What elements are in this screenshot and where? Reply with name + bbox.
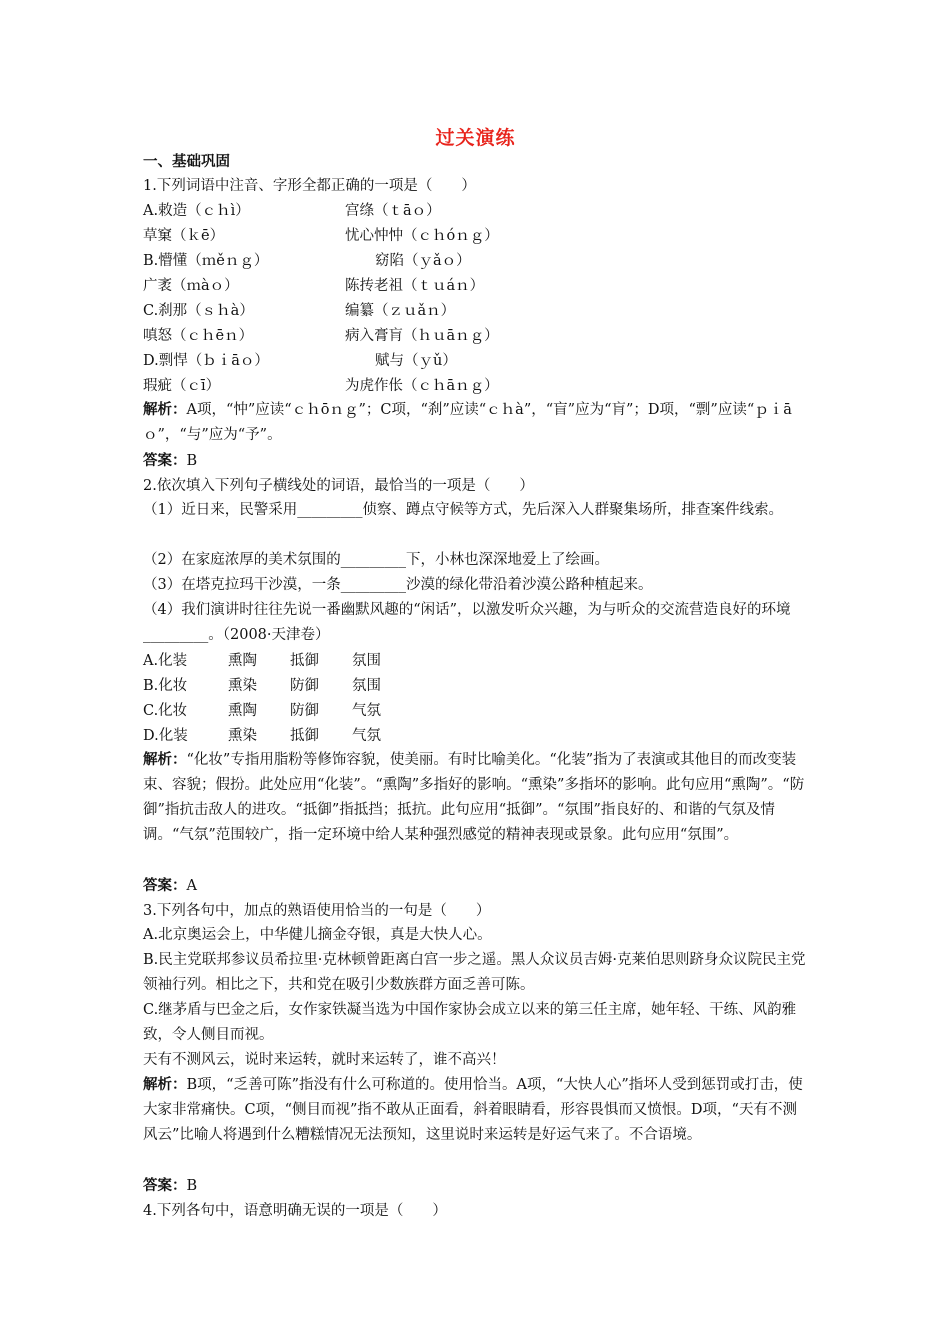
q2-option-cell: 氛围 — [352, 678, 381, 694]
q1-analysis — [143, 398, 808, 448]
q1-row — [143, 251, 471, 271]
analysis-text: B项，“乏善可陈”指没有什么可称道的。使用恰当。A项，“大快人心”指坏人受到惩罚或打击，使大家非常痛快。C项，“侧目而视”指不敢从正面看，斜着眼睛看，形容畏惧而又愤恨。D项，“天有不测风云”比喻人将遇到什么糟糕情况无法预知，这里说时来运转是好运气来了。不合语境。 — [143, 1077, 803, 1143]
q4-stem: 4.下列各句中，语意明确无误的一项是（ ） — [143, 1203, 447, 1219]
q2-option-cell: 气氛 — [352, 728, 381, 744]
answer-label: 答案： — [143, 878, 187, 894]
answer-value: B — [186, 453, 198, 469]
q1-row-right: 窈陷（ｙǎｏ） — [375, 253, 471, 269]
q1-row-right: 赋与（ｙǔ） — [375, 353, 457, 369]
q2-sentence-3: （3）在塔克拉玛干沙漠，一条_________沙漠的绿化带沿着沙漠公路种植起来。 — [143, 577, 653, 593]
q3-option-b: B.民主党联邦参议员希拉里·克林顿曾距离白宫一步之遥。黑人众议员吉姆·克莱伯思则跻身众议院民主党领袖行列。相比之下，共和党在吸引少数族群方面乏善可陈。 — [143, 952, 806, 993]
q2-answer — [143, 876, 197, 896]
answer-label: 答案： — [143, 1178, 187, 1194]
section-heading: 一、基础巩固 — [143, 154, 230, 170]
page-title: 过关演练 — [435, 127, 516, 149]
q2-option — [143, 676, 414, 696]
q2-option-cell: C.化妆 — [143, 703, 188, 719]
q1-row-right: 陈抟老祖（ｔｕáｎ） — [345, 278, 485, 294]
q1-row-right: 忧心忡忡（ｃｈóｎｇ） — [345, 228, 499, 244]
q1-row-right: 为虎作伥（ｃｈāｎｇ） — [345, 378, 499, 394]
q3-analysis — [143, 1073, 808, 1148]
q3-option-c: C.继茅盾与巴金之后，女作家铁凝当选为中国作家协会成立以来的第三任主席，她年轻、干练、风韵雅致，令人侧目而视。 — [143, 1002, 797, 1043]
q2-sentence-4: （4）我们演讲时往往先说一番幽默风趣的“闲话”，以激发听众兴趣，为与听众的交流营造良好的环境_________。（2008·天津卷） — [143, 602, 791, 643]
q3-stem: 3.下列各句中，加点的熟语使用恰当的一句是（ ） — [143, 903, 491, 919]
q1-row-left: 瑕疵（ｃī） — [143, 378, 221, 394]
q1-row — [143, 376, 499, 396]
q1-row — [143, 276, 485, 296]
analysis-text: “化妆”专指用脂粉等修饰容貌，使美丽。有时比喻美化。“化装”指为了表演或其他目的而改变装束、容貌；假扮。此处应用“化装”。“熏陶”多指好的影响。“熏染”多指坏的影响。此句应用“熏陶”。“防御”指抗击敌人的进攻。“抵御”指抵挡；抵抗。此句应用“抵御”。“氛围”指良好的、和谐的气氛及情调。“气氛”范围较广，指一定环境中给人某种强烈感觉的精神表现或景象。此句应用“氛围”。 — [143, 752, 805, 843]
q2-option — [143, 651, 414, 671]
answer-value: A — [186, 878, 197, 894]
q2-option-cell: B.化妆 — [143, 678, 188, 694]
q1-row-left: C.刹那（ｓｈà） — [143, 303, 254, 319]
q1-answer — [143, 451, 197, 471]
q2-option-cell: 抵御 — [290, 728, 319, 744]
q1-row-left: 广袤（ｍàｏ） — [143, 278, 239, 294]
q1-row-right: 病入膏肓（ｈｕāｎｇ） — [345, 328, 499, 344]
q1-row-left: A.敕造（ｃｈì） — [143, 203, 250, 219]
q1-row — [143, 201, 441, 221]
analysis-text: A项，“忡”应读“ｃｈōｎｇ”；C项，“刹”应读“ｃｈà”，“盲”应为“肓”；D项，“剽”应读“ｐｉāｏ”，“与”应为“予”。 — [143, 402, 792, 443]
q2-stem: 2.依次填入下列句子横线处的词语，最恰当的一项是（ ） — [143, 478, 534, 494]
q2-option — [143, 701, 414, 721]
answer-label: 答案： — [143, 453, 187, 469]
q3-option-a: A.北京奥运会上，中华健儿摘金夺银，真是大快人心。 — [143, 927, 492, 943]
q2-sentence-1: （1）近日来，民警采用_________侦察、蹲点守候等方式，先后深入人群聚集场所，排查案件线索。 — [143, 502, 783, 518]
q2-option-cell: 熏陶 — [228, 703, 257, 719]
q2-option-cell: 熏陶 — [228, 653, 257, 669]
q2-option-cell: 熏染 — [228, 728, 257, 744]
q3-option-d: 天有不测风云，说时来运转，就时来运转了，谁不高兴！ — [143, 1052, 506, 1068]
analysis-label: 解析： — [143, 752, 187, 768]
q2-option — [143, 726, 414, 746]
answer-value: B — [186, 1178, 198, 1194]
q2-option-cell: 防御 — [290, 703, 319, 719]
q3-answer — [143, 1176, 197, 1196]
q1-row-right: 编纂（ｚｕǎｎ） — [345, 303, 456, 319]
q2-sentence-2: （2）在家庭浓厚的美术氛围的_________下，小林也深深地爱上了绘画。 — [143, 552, 609, 568]
q1-row — [143, 226, 499, 246]
q2-option-cell: A.化装 — [143, 653, 188, 669]
q1-row — [143, 351, 457, 371]
q2-analysis — [143, 748, 808, 848]
analysis-label: 解析： — [143, 1077, 187, 1093]
q1-row-left: B.懵懂（ｍěｎｇ） — [143, 253, 269, 269]
q2-option-cell: 防御 — [290, 678, 319, 694]
q2-option-cell: 抵御 — [290, 653, 319, 669]
analysis-label: 解析： — [143, 402, 187, 418]
q1-stem: 1.下列词语中注音、字形全都正确的一项是（ ） — [143, 178, 476, 194]
q2-option-cell: 气氛 — [352, 703, 381, 719]
q1-row-left: D.剽悍（ｂｉāｏ） — [143, 353, 269, 369]
q1-row-left: 草窠（ｋē） — [143, 228, 225, 244]
q1-row-right: 宫绦（ｔāｏ） — [345, 203, 441, 219]
q1-row-left: 嗔怒（ｃｈēｎ） — [143, 328, 254, 344]
q2-option-cell: 熏染 — [228, 678, 257, 694]
q2-option-cell: 氛围 — [352, 653, 381, 669]
q2-option-cell: D.化装 — [143, 728, 188, 744]
q1-row — [143, 326, 499, 346]
q1-row — [143, 301, 456, 321]
